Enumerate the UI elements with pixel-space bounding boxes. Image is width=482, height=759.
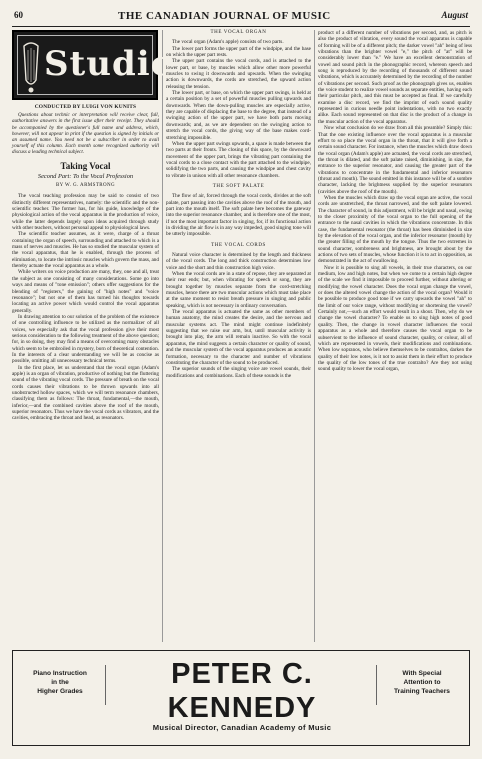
paragraph: The vocal teaching profession may be said to consist of two distinctly different representatives, namely: the scientific and the non-scientific teacher. The former has, for his guide, knowledge of the physiological action of the vocal apparatus in the production of voice, while the latter depends largely upon ideas acquired through study with other teachers, without personal appeal to physiological laws. (12, 193, 159, 232)
paragraph: The vocal apparatus is actuated the same as other members of human anatomy, the mind creates the desire, and the nervous and muscular systems act. The mind might continue indefinitely suggesting that we raise our arm, but, until muscular activity is brought into play, the arm will remain inactive. So with the vocal apparatus, the mind suggests a certain character or quality of sound, and the muscular system of the vocal apparatus produces an acoustic formation, necessary to the character and number of vibrations constituting the character of the sound to be produced. (166, 309, 311, 366)
paragraph: The scientific teacher assumes, as it were, charge of a throat containing the organ of speech, surrounding and attached to which is a mass of nerves and muscles. He has so studied the muscular system of the vocal apparatus, that he is enabled, through the process of elimination, to locate the intrinsic muscles which govern the mass, and thereby actuate the vocal apparatus as a whole. (12, 231, 159, 270)
column-divider (314, 30, 315, 642)
paragraph: In the first place, let us understand that the vocal organ (Adam's apple) is an organ of vibration, productive of nothing but the fluttering sound of the vibrating vocal cords. The pressure of breath on the vocal cords causes their vibrations to be thrown upwards into all unobstructed hollow spaces, which we will term resonance chambers, classifying them as follows: The throat, fundamental,—the mouth, inferior,—and the combined cavities above the roof of the mouth, superior resonators. Thus we have the vocal cords as vibrators, and the cavities, embracing the throat and head, as resonators. (12, 364, 159, 422)
lyre-icon (20, 40, 42, 94)
column-two (166, 30, 311, 645)
ad-left-line: Piano Instruction (33, 670, 87, 677)
paragraph: The flow of air, forced through the vocal cords, divides at the soft palate, part passing into the cavities above the roof of the mouth, and part into the mouth itself. The soft palate here becomes the gateway into the superior resonance chamber, and is therefore one of the most, if not the most important factor in singing, for, if its functional action in dividing the air flow is in any way impeded, good singing tone will be utterly impossible. (166, 193, 311, 238)
ad-subtitle: Musical Director, Canadian Academy of Music (152, 723, 332, 732)
section-heading: THE SOFT PALATE (212, 183, 265, 189)
ad-divider (376, 665, 377, 705)
banner-word: Studio (44, 44, 175, 84)
paragraph: When the upper part swings upwards, a space is made between the two parts at their fronts. The closing of this space, by the downward movement of the upper part, brings the vibrating part containing the vocal cords to a close contact with the part attached to the windpipe, solidifying the two parts, and causing the windpipe and chest cavity to vibrate in unison with all other resonance chambers. (166, 140, 311, 179)
section-heading: THE VOCAL CORDS (211, 242, 266, 248)
column-divider (162, 30, 163, 642)
ad-left-text (19, 669, 101, 696)
paragraph: When the muscles which draw up the vocal organ are active, the vocal cords are unstretched, the throat narrowed, and the soft palate lowered. The character of sound, in this adjustment, will be bright and nasal, owing to the closer proximity of the vocal organ to the full opening of the entrance to the nasal cavities in which the vibrations concentrate. In this case, the fundamental resonator (the throat) has been diminished in size by the elevation of the vocal organ, and the inferior resonator (mouth) by the greater filling of the mouth by the tongue. Thus the two extremes in sound character, sombreness and brightness, are brought about by the actions of two sets of muscles, whose function it is to act in opposition, as demonstrated in the act of swallowing. (318, 194, 473, 265)
article-subtitle: Second Part: To the Vocal Profession (37, 173, 134, 180)
paragraph: Now it is possible to sing all vowels, in their true characters, on our medium, low and high notes, but when we come to a certain high degree of the scale we find it impossible to proceed further, without altering or modifying the vowel character. Does the vocal organ change the vowel, or does the altered vowel change the action of the vocal organ? Would it be possible to produce good tone if we carry upwards the vowel "ah" to the limit of our voice range, without modifying or shortening the vowel? Certainly not,—such an effort would result in a shout. Then, why do we change the vowel character? To enable us to sing high notes of good quality. Then, the change in vowel character influences the vocal apparatus as a whole and therefore causes the vocal organ to be subservient to the influence of sound character, quality, or colour, all of which are represented in vowels, their modifications and combinations. When low sopranos, who believe themselves to be contraltos, darken the quality of their low notes, is it not to assist them in their effort to produce the quality of the low tones of the true contralto? Are they not using sound quality to lower the vocal organ, (318, 264, 472, 373)
ad-left-line: in the (51, 679, 69, 686)
article-byline: BY W. G. ARMSTRONG (55, 183, 116, 188)
paragraph: While writers on voice production are many, they, one and all, treat the subject as one consisting of many considerations. Some go into ways and means of "tone emission"; others offer suggestions for the blending of "registers," the gaining of "high notes" and "voice resonance"; but not one of them has turned his thoughts towards locating an active power which would control the vocal apparatus generally. (12, 269, 159, 314)
paragraph: Now what conclusion do we draw from all this preamble? Simply this: That the one existing influence over the vocal apparatus is a muscular effort to so place the vocal organ in the throat, that it will give forth a certain sound character. For instance, when the muscles which draw down the vocal organ (Adam's apple) are actuated, the vocal cords are stretched, the throat is dilated, and the soft palate raised, diminishing, in size, the entrance to the superior resonator, and causing the greater part of the vibrations to concentrate in the fundamental and inferior resonators (throat and mouth). The sound emitted in this instance will be of a sombre character, lacking the brightness supplied by the superior resonators (cavities above the roof of the mouth). (318, 125, 472, 195)
conducted-by: CONDUCTED BY LUIGI VON KUNITS (34, 104, 137, 110)
advertisement-box (12, 650, 470, 746)
paragraph: product of a different number of vibrations per second, and, as pitch is also the product of vibration, every sound the vocal apparatus is capable of forming will be of a different pitch; the darker vowel "ah" being of less vibrations than the brighter vowel "e," the pitch of "at" will be considerably lower than "e." We have an excellent demonstration of vowel and sound pitch in the phonographic record, whereon speech and song is reproduced by the recording of thousands of different sound vibrations, which is accurately determined by the recording of the number of vibrations per second. Such proof as the phonograph gives us, enables the voice student to realize vowel sounds as separate entities, having each their particular pitch, and this must be accepted as final. If we carefully examine a disc record, we find the imprint of each sound quality represented in curious needle point indentations, with no two exactly alike. Each sound represented on that disc is the product of a change in the muscular action of the vocal apparatus. (318, 30, 472, 125)
paragraph: The lower part forms the upper part of the windpipe, and the base on which the upper part rests. (166, 45, 311, 59)
column-one (12, 30, 175, 645)
journal-title: THE CANADIAN JOURNAL OF MUSIC (118, 10, 331, 22)
column-three (318, 30, 472, 645)
page-header (12, 6, 470, 27)
paragraph: When the vocal cords are in a state of repose, they are separated at their rear ends; but, when vibrating for speech or song, they are brought together by muscles separate from the cord-stretching muscles, hence there are two muscular actions which must take place at the same moment to resist breath pressure in singing and public speaking, which is not necessary in ordinary conversation. (166, 271, 311, 309)
page-number: 60 (14, 10, 23, 20)
paragraph: The vocal organ (Adam's apple) consists of two parts. (172, 39, 284, 46)
section-heading: THE VOCAL ORGAN (210, 30, 267, 35)
studio-banner (12, 30, 175, 100)
paragraph: The superior sounds of the singing voice are vowel sounds, their modifications and combinations. Each of these sounds is the (166, 366, 311, 379)
ad-right-line: With Special (402, 670, 442, 677)
questions-note: Questions about technic or interpretation will receive clear, full, authoritative answers in the first issue after their receipt. They should be accompanied by the questioner's full name and address, which, however, will not appear in print if the question is signed by initials or an assumed name. You need not be a subscriber in order to avail yourself of this column. Each month some recognized authority will discuss a leading technical subject. (12, 112, 159, 155)
issue-month: August (441, 10, 468, 20)
article-title: Taking Vocal (60, 161, 111, 171)
ad-right-text (381, 669, 463, 696)
ad-name: PETER C. KENNEDY (167, 658, 317, 724)
paragraph: The upper part contains the vocal cords, and is attached to the lower part, or base, by muscles which allow other more powerful muscles to swing it downwards and upwards. When the swinging action is downwards, the cords are stretched, the upward action releasing the tension. (166, 58, 311, 90)
paragraph: In drawing attention to our solution of the problem of the existence of one controlling influence to be utilized as the normalizer of all voices, we especially ask that the vocal profession give their most serious consideration to the following treatment of the above question; for, in so doing, they may find a means of overcoming many obstacles which seem to be embroiled in mystery, born of theoretical contention. In the interests of a clear understanding we will be as concise as possible, omitting all unnecessary technical terms. (12, 313, 159, 365)
ad-right-line: Attention to (403, 679, 441, 686)
ad-left-line: Higher Grades (37, 688, 83, 695)
ad-right-line: Training Teachers (394, 688, 450, 695)
ad-divider (105, 665, 106, 705)
paragraph: The lower part, or base, on which the upper part swings, is held at a certain position by a set of powerful muscles pulling upwards and downwards. When the down-pulling muscles are especially active, they are capable of displacing the base to the degree, that instead of a swinging action of the upper part, we have both parts moving downwards; and, as we are dependent on the swinging action to stretch the vocal cords, the giving way of the base makes cord-stretching impossible. (166, 90, 311, 141)
paragraph: Natural voice character is determined by the length and thickness of the vocal cords. The long and thick construction determines low voice and the short and thin construction high voice. (166, 252, 311, 271)
